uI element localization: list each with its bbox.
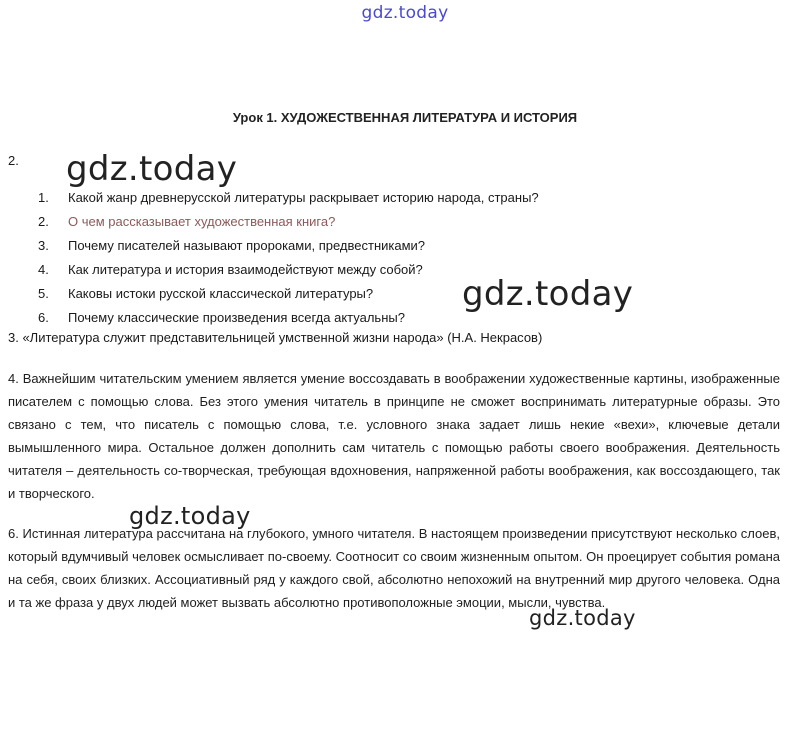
list-item-text: Почему классические произведения всегда актуальны? <box>68 310 405 325</box>
watermark-logo: gdz.today <box>66 149 238 189</box>
lesson-title: Урок 1. ХУДОЖЕСТВЕННАЯ ЛИТЕРАТУРА И ИСТОРИЯ <box>232 110 578 125</box>
list-item-number: 6. <box>38 310 49 325</box>
list-item-number: 2. <box>38 214 49 229</box>
section-2-number: 2. <box>8 153 19 168</box>
list-item-text: О чем рассказывает художественная книга? <box>68 214 336 229</box>
list-item-text: Каковы истоки русской классической литературы? <box>68 286 374 301</box>
section-3-quote: 3. «Литература служит представительницей умственной жизни народа» (Н.А. Некрасов) <box>8 330 543 345</box>
list-item-number: 1. <box>38 190 49 205</box>
section-6-paragraph: 6. Истинная литература рассчитана на глубокого, умного читателя. В настоящем произведении присутствуют несколько слоев, который вдумчивый человек осмысливает по-своему. Соотносит со своим жизненным опытом. Он проецирует события романа на себя, своих близких. Ассоциативный ряд у каждого свой, абсолютно непохожий на внутренний мир другого человека. Одна и та же фраза у двух людей может вызвать абсолютно противоположные эмоции, мысли, чувства. <box>8 526 780 610</box>
list-item-text: Как литература и история взаимодействуют между собой? <box>68 262 423 277</box>
list-item-number: 4. <box>38 262 49 277</box>
list-item-number: 5. <box>38 286 49 301</box>
list-item-text: Почему писателей называют пророками, предвестниками? <box>68 238 426 253</box>
watermark-logo: gdz.today <box>129 502 251 530</box>
list-item-text: Какой жанр древнерусской литературы раскрывает историю народа, страны? <box>68 190 539 205</box>
section-4-paragraph: 4. Важнейшим читательским умением является умение воссоздавать в воображении художественные картины, изображенные писателем с помощью слова. Без этого умения читатель в принципе не сможет воспринимать литературные образы. Это связано с тем, что писатель с помощью слова, т.е. условного знака задает лишь некие «вехи», ключевые детали вымышленного мира. Остальное должен дополнить сам читатель с помощью работы своего воображения. Деятельность читателя – деятельность со-творческая, требующая вдохновения, напряженной работы воображения, как воссоздающего, так и творческого. <box>8 371 780 501</box>
watermark-top: gdz.today <box>361 3 449 23</box>
watermark-logo: gdz.today <box>462 274 634 314</box>
watermark-logo: gdz.today <box>529 606 636 630</box>
list-item-number: 3. <box>38 238 49 253</box>
